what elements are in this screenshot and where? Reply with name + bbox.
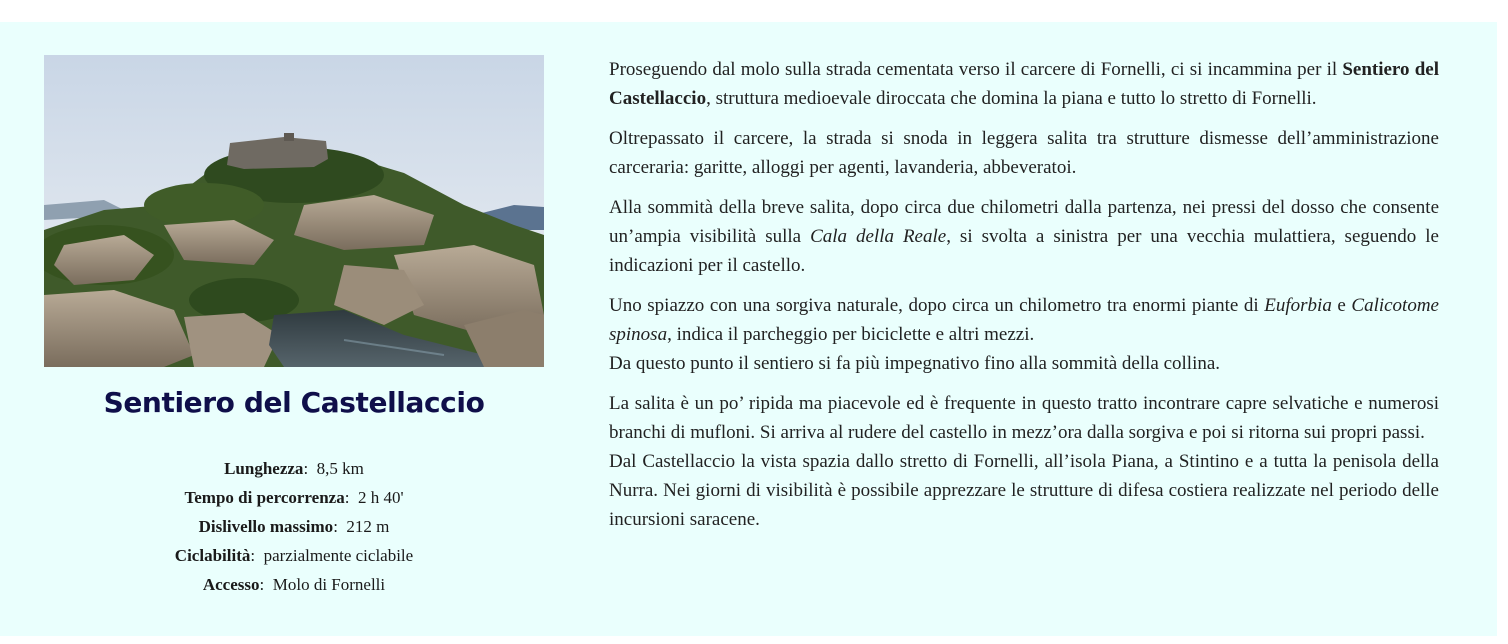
description-trail-name: Sentiero del Castellaccio (609, 59, 1439, 109)
spec-length-label: Lunghezza (224, 459, 304, 478)
spec-length: Lunghezza: 8,5 km (224, 459, 364, 478)
spec-access: Accesso: Molo di Fornelli (202, 575, 386, 594)
spec-time-value: 2 h 40' (357, 488, 404, 507)
description-paragraph-3 (609, 193, 1439, 280)
description-paragraph-5 (609, 389, 1439, 534)
description-plant-name: Euforbia (1264, 295, 1332, 316)
castellaccio-photo (44, 55, 544, 367)
description-text: Oltrepassato il carcere, la strada si snoda in leggera salita tra strutture dismesse dell’amministrazione carceraria: garitte, alloggi per agenti, lavanderia, abbeveratoi. (609, 128, 1439, 178)
description-paragraph-4 (609, 291, 1439, 378)
spec-time: Tempo di percorrenza: 2 h 40' (184, 488, 404, 507)
trail-description (609, 55, 1439, 545)
spec-elevation: Dislivello massimo: 212 m (198, 517, 390, 536)
description-place-name: Cala della Reale (810, 226, 947, 247)
description-text: , indica il parcheggio per biciclette e altri mezzi. (667, 324, 1035, 345)
trail-info-panel (0, 22, 1497, 636)
description-plant-name: Calicotome spinosa (609, 295, 1439, 345)
spec-access-label: Accesso (202, 575, 260, 594)
description-text: , struttura medioevale diroccata che domina la piana e tutto lo stretto di Fornelli. (706, 88, 1317, 109)
description-paragraph-1 (609, 55, 1439, 113)
description-text: , si svolta a sinistra per una vecchia mulattiera, seguendo le indicazioni per il castello. (609, 226, 1439, 276)
description-text: Uno spiazzo con una sorgiva naturale, dopo circa un chilometro tra enormi piante di (609, 295, 1265, 316)
description-paragraph-2 (609, 124, 1439, 182)
spec-cycling-value: parzialmente ciclabile (263, 546, 414, 565)
trail-specs (44, 454, 544, 599)
spec-cycling: Ciclabilità: parzialmente ciclabile (174, 546, 414, 565)
spec-elevation-label: Dislivello massimo (198, 517, 334, 536)
description-text: La salita è un po’ ripida ma piacevole ed è frequente in questo tratto incontrare capre selvatiche e numerosi branchi di mufloni. Si arriva al rudere del castello in mezz’ora dalla sorgiva e poi si ritorna sui propri passi. (609, 393, 1439, 443)
trail-title: Sentiero del Castellaccio (103, 386, 485, 419)
spec-time-label: Tempo di percorrenza (184, 488, 345, 507)
spec-elevation-value: 212 m (346, 517, 390, 536)
description-text: Dal Castellaccio la vista spazia dallo stretto di Fornelli, all’isola Piana, a Stintino e a tutta la penisola della Nurra. Nei giorni di visibilità è possibile apprezzare le strutture di difesa costiera realizzate nel periodo delle incursioni saracene. (609, 451, 1439, 530)
spec-length-value: 8,5 km (316, 459, 364, 478)
spec-cycling-label: Ciclabilità (174, 546, 251, 565)
spec-access-value: Molo di Fornelli (272, 575, 386, 594)
description-text: Da questo punto il sentiero si fa più impegnativo fino alla sommità della collina. (609, 353, 1221, 374)
description-text: e (1331, 295, 1352, 316)
description-text: Proseguendo dal molo sulla strada cementata verso il carcere di Fornelli, ci si incammina per il (609, 59, 1343, 80)
description-text: Alla sommità della breve salita, dopo circa due chilometri dalla partenza, nei pressi del dosso che consente un’ampia visibilità sulla (609, 197, 1439, 247)
